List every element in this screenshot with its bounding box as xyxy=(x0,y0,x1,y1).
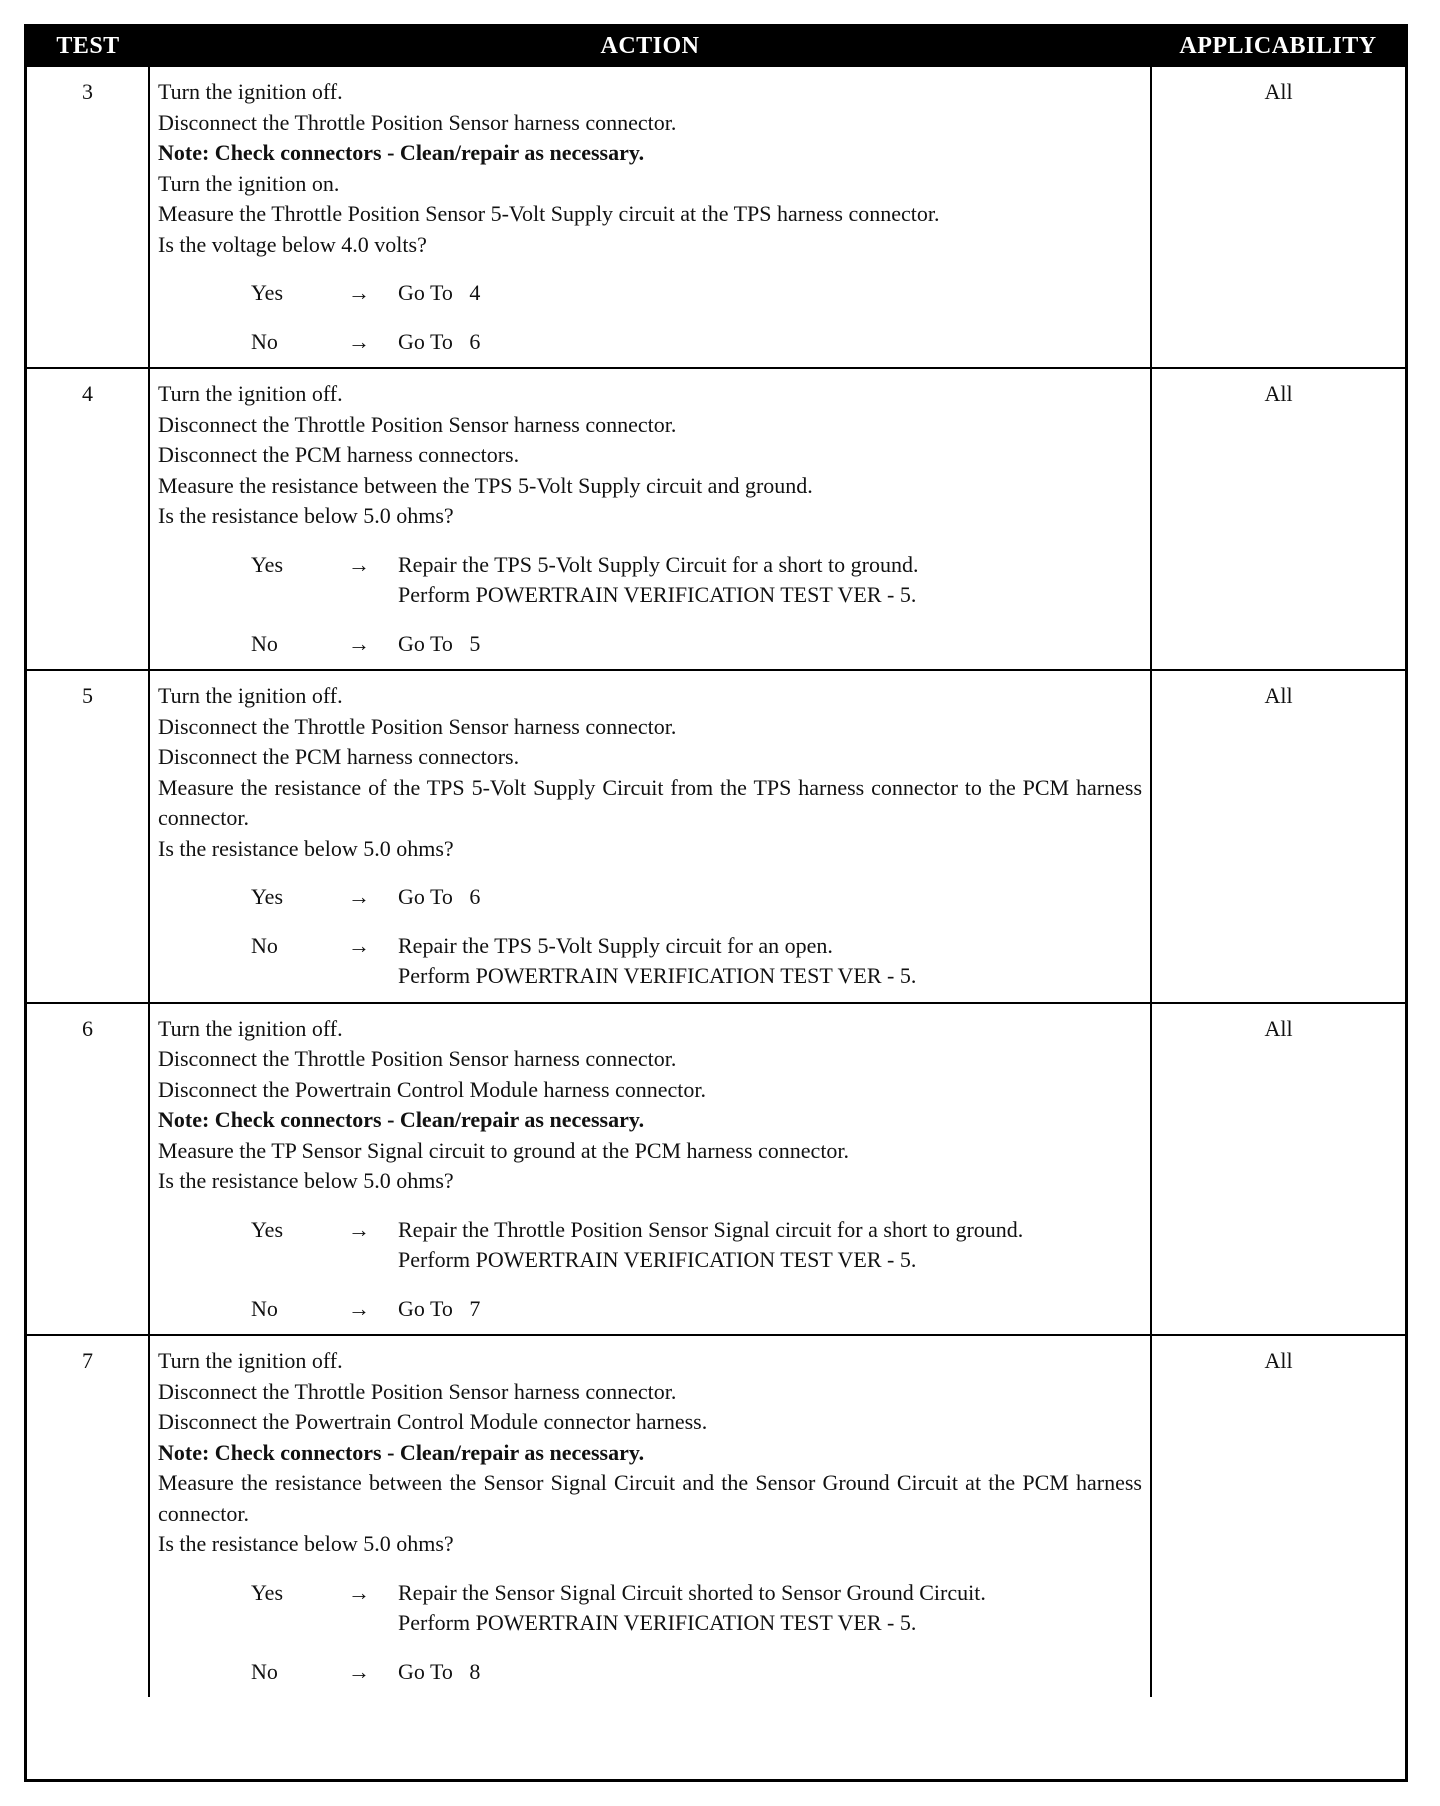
answer-text xyxy=(398,931,1142,992)
arrow-right-icon: → xyxy=(348,1658,370,1684)
answer-line: Perform POWERTRAIN VERIFICATION TEST VER - 5. xyxy=(398,1247,917,1272)
action-cell xyxy=(149,1335,1151,1697)
answer-list xyxy=(158,278,1142,357)
action-step: Turn the ignition off. xyxy=(158,1015,343,1041)
answer-line: Go To 6 xyxy=(398,328,481,354)
no-answer xyxy=(158,1294,1142,1325)
table-row xyxy=(27,1335,1405,1697)
answer-text xyxy=(398,550,1142,611)
arrow-right-icon: → xyxy=(348,280,370,305)
answer-line: Go To 6 xyxy=(398,884,481,909)
answer-label: No xyxy=(251,1295,278,1321)
arrow-right-icon: → xyxy=(348,884,370,909)
test-number: 3 xyxy=(27,66,149,368)
answer-line: Go To 8 xyxy=(398,1658,481,1684)
test-number: 6 xyxy=(27,1003,149,1336)
test-number: 7 xyxy=(27,1335,149,1697)
note-text: Note: Check connectors - Clean/repair as necessary. xyxy=(158,1439,645,1465)
action-cell xyxy=(149,66,1151,368)
arrow-right-icon: → xyxy=(348,1295,370,1321)
action-step: Turn the ignition off. xyxy=(158,79,343,104)
action-step: Disconnect the Throttle Position Sensor harness connector. xyxy=(158,713,677,739)
action-cell xyxy=(149,368,1151,670)
action-step: Disconnect the Powertrain Control Module harness connector. xyxy=(158,1076,707,1102)
applicability-value: All xyxy=(1151,670,1405,1003)
table-row xyxy=(27,66,1405,368)
answer-line: Go To 4 xyxy=(398,280,481,305)
answer-label: No xyxy=(251,328,278,354)
arrow-right-icon: → xyxy=(348,932,370,958)
header-test: TEST xyxy=(27,27,149,66)
answer-label: No xyxy=(251,932,278,958)
no-answer xyxy=(158,629,1142,660)
action-step: Disconnect the Powertrain Control Module connector harness. xyxy=(158,1409,708,1434)
applicability-value: All xyxy=(1151,368,1405,670)
applicability-value: All xyxy=(1151,66,1405,368)
yes-answer xyxy=(158,1215,1142,1276)
arrow-right-icon: → xyxy=(348,1579,370,1605)
applicability-value: All xyxy=(1151,1335,1405,1697)
table-row xyxy=(27,1003,1405,1336)
answer-line: Perform POWERTRAIN VERIFICATION TEST VER - 5. xyxy=(398,1610,917,1635)
arrow-right-icon: → xyxy=(348,630,370,656)
answer-line: Perform POWERTRAIN VERIFICATION TEST VER - 5. xyxy=(398,582,917,607)
answer-label: Yes xyxy=(251,280,284,305)
action-step: Turn the ignition off. xyxy=(158,381,343,406)
answer-line: Go To 7 xyxy=(398,1295,481,1321)
action-cell xyxy=(149,1003,1151,1336)
answer-line: Perform POWERTRAIN VERIFICATION TEST VER - 5. xyxy=(398,963,917,988)
answer-line: Go To 5 xyxy=(398,630,481,656)
action-step: Is the resistance below 5.0 ohms? xyxy=(158,835,454,861)
action-step: Turn the ignition on. xyxy=(158,170,340,196)
answer-label: No xyxy=(251,1658,278,1684)
header-action: ACTION xyxy=(149,27,1151,66)
yes-answer xyxy=(158,278,1142,309)
action-step: Is the resistance below 5.0 ohms? xyxy=(158,503,454,528)
diagnostic-test-table xyxy=(27,27,1405,1697)
action-cell xyxy=(149,670,1151,1003)
action-step: Is the resistance below 5.0 ohms? xyxy=(158,1531,454,1556)
action-step: Turn the ignition off. xyxy=(158,1348,343,1373)
answer-label: Yes xyxy=(251,1216,284,1242)
table-body xyxy=(27,66,1405,1697)
answer-label: Yes xyxy=(251,884,284,909)
diagnostic-table-page xyxy=(24,24,1408,1782)
action-step: Measure the TP Sensor Signal circuit to ground at the PCM harness connector. xyxy=(158,1137,850,1163)
answer-line: Repair the Sensor Signal Circuit shorted to Sensor Ground Circuit. xyxy=(398,1579,986,1605)
arrow-right-icon: → xyxy=(348,328,370,354)
action-step: Disconnect the Throttle Position Sensor harness connector. xyxy=(158,1378,677,1404)
answer-label: Yes xyxy=(251,551,284,577)
action-step: Is the voltage below 4.0 volts? xyxy=(158,231,427,257)
action-step: Disconnect the PCM harness connectors. xyxy=(158,744,520,769)
action-step: Measure the resistance of the TPS 5-Volt Supply Circuit from the TPS harness connector to the PCM harness connector. xyxy=(158,774,1142,830)
answer-list xyxy=(158,1215,1142,1325)
answer-list xyxy=(158,882,1142,992)
action-step: Measure the resistance between the Sensor Signal Circuit and the Sensor Ground Circuit at the PCM harness connector. xyxy=(158,1470,1142,1526)
answer-list xyxy=(158,550,1142,660)
applicability-value: All xyxy=(1151,1003,1405,1336)
answer-label: No xyxy=(251,630,278,656)
answer-text xyxy=(398,882,1142,913)
table-header-row xyxy=(27,27,1405,66)
answer-text xyxy=(398,1294,1142,1325)
test-number: 4 xyxy=(27,368,149,670)
note-text: Note: Check connectors - Clean/repair as necessary. xyxy=(158,140,645,165)
action-step: Measure the resistance between the TPS 5-Volt Supply circuit and ground. xyxy=(158,472,813,498)
action-step: Disconnect the Throttle Position Sensor harness connector. xyxy=(158,1046,677,1071)
test-number: 5 xyxy=(27,670,149,1003)
table-row xyxy=(27,670,1405,1003)
answer-line: Repair the TPS 5-Volt Supply circuit for an open. xyxy=(398,932,833,958)
table-row xyxy=(27,368,1405,670)
answer-text xyxy=(398,1657,1142,1688)
answer-text xyxy=(398,1578,1142,1639)
action-step: Disconnect the PCM harness connectors. xyxy=(158,442,520,467)
no-answer xyxy=(158,327,1142,358)
action-step: Measure the Throttle Position Sensor 5-Volt Supply circuit at the TPS harness connector. xyxy=(158,201,940,226)
note-text: Note: Check connectors - Clean/repair as necessary. xyxy=(158,1107,645,1132)
header-applicability: APPLICABILITY xyxy=(1151,27,1405,66)
answer-list xyxy=(158,1578,1142,1688)
yes-answer xyxy=(158,882,1142,913)
answer-text xyxy=(398,278,1142,309)
no-answer xyxy=(158,1657,1142,1688)
answer-text xyxy=(398,327,1142,358)
action-step: Disconnect the Throttle Position Sensor harness connector. xyxy=(158,109,677,135)
answer-text xyxy=(398,629,1142,660)
answer-line: Repair the TPS 5-Volt Supply Circuit for a short to ground. xyxy=(398,551,919,577)
arrow-right-icon: → xyxy=(348,551,370,577)
action-step: Turn the ignition off. xyxy=(158,683,343,708)
arrow-right-icon: → xyxy=(348,1216,370,1242)
answer-label: Yes xyxy=(251,1579,284,1605)
yes-answer xyxy=(158,1578,1142,1639)
action-step: Is the resistance below 5.0 ohms? xyxy=(158,1168,454,1193)
yes-answer xyxy=(158,550,1142,611)
answer-line: Repair the Throttle Position Sensor Signal circuit for a short to ground. xyxy=(398,1216,1024,1242)
action-step: Disconnect the Throttle Position Sensor harness connector. xyxy=(158,411,677,437)
answer-text xyxy=(398,1215,1142,1276)
no-answer xyxy=(158,931,1142,992)
